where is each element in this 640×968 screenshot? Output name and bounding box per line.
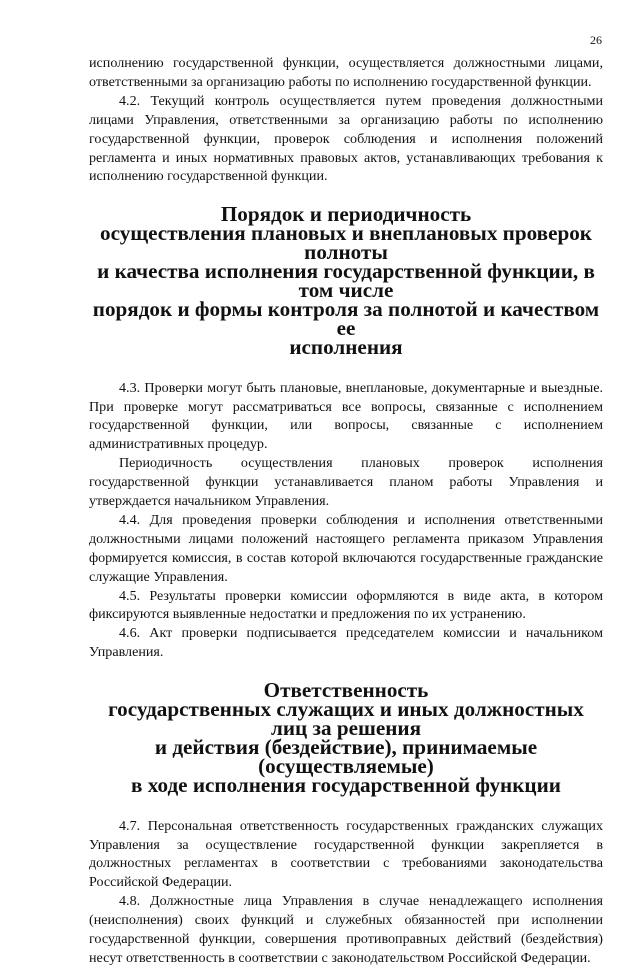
heading-line: Порядок и периодичность <box>220 202 472 227</box>
paragraph-continuation: исполнению государственной функции, осуществляется должностными лицами, ответственными за организацию работы по исполнению государственной функции. <box>89 55 603 90</box>
section-heading-responsibility <box>89 678 603 797</box>
paragraph-periodicity: Периодичность осуществления плановых проверок исполнения государственной функции устанавливается планом работы Управления и утверждается начальником Управления. <box>89 455 603 510</box>
paragraph-4-8: 4.8. Должностные лица Управления в случае ненадлежащего исполнения (неисполнения) своих функций и служебных обязанностей при исполнении государственной функции, совершения противоправных действий (бездействия) несут ответственность в соответствии с законодательством Российской Федерации. <box>89 893 603 966</box>
paragraph-4-2: 4.2. Текущий контроль осуществляется путем проведения должностными лицами Управления, ответственными за организацию работы по исполнению государственной функции, проверок соблюдения и исполнения положений регламента и иных нормативных правовых актов, устанавливающих требования к исполнению государственной функции. <box>89 92 603 185</box>
heading-line: Ответственность <box>263 678 429 703</box>
heading-line: и качества исполнения государственной функции, в том числе <box>97 259 595 302</box>
heading-line: осуществления плановых и внеплановых проверок полноты <box>100 221 592 265</box>
paragraph-4-3: 4.3. Проверки могут быть плановые, внеплановые, документарные и выездные. При проверке могут рассматриваться все вопросы, связанные с исполнением государственной функции, или вопросы, связанные с исполнением административных процедур. <box>89 379 603 453</box>
paragraph-4-6: 4.6. Акт проверки подписывается председателем комиссии и начальником Управления. <box>89 625 603 661</box>
heading-line: государственных служащих и иных должностных лиц за решения <box>108 697 584 740</box>
heading-line: в ходе исполнения государственной функции <box>131 772 561 797</box>
document-body <box>89 54 603 968</box>
paragraph-4-7: 4.7. Персональная ответственность государственных гражданских служащих Управления за осуществление государственной функции закрепляется в должностных регламентах в соответствии с требованиями законодательства Российской Федерации. <box>89 817 603 891</box>
page-number: 26 <box>590 33 602 47</box>
heading-line: исполнения <box>289 334 403 359</box>
paragraph-4-4: 4.4. Для проведения проверки соблюдения и исполнения ответственными должностными лицами положений настоящего регламента приказом Управления формируется комиссия, в состав которой включаются государственные гражданские служащие Управления. <box>89 511 603 585</box>
section-heading-control-procedure <box>89 202 603 359</box>
heading-line: и действия (бездействие), принимаемые (осуществляемые) <box>154 734 538 778</box>
heading-line: порядок и формы контроля за полнотой и качеством ее <box>92 296 600 340</box>
paragraph-4-5: 4.5. Результаты проверки комиссии оформляются в виде акта, в котором фиксируются выявленные недостатки и предложения по их устранению. <box>89 587 603 623</box>
